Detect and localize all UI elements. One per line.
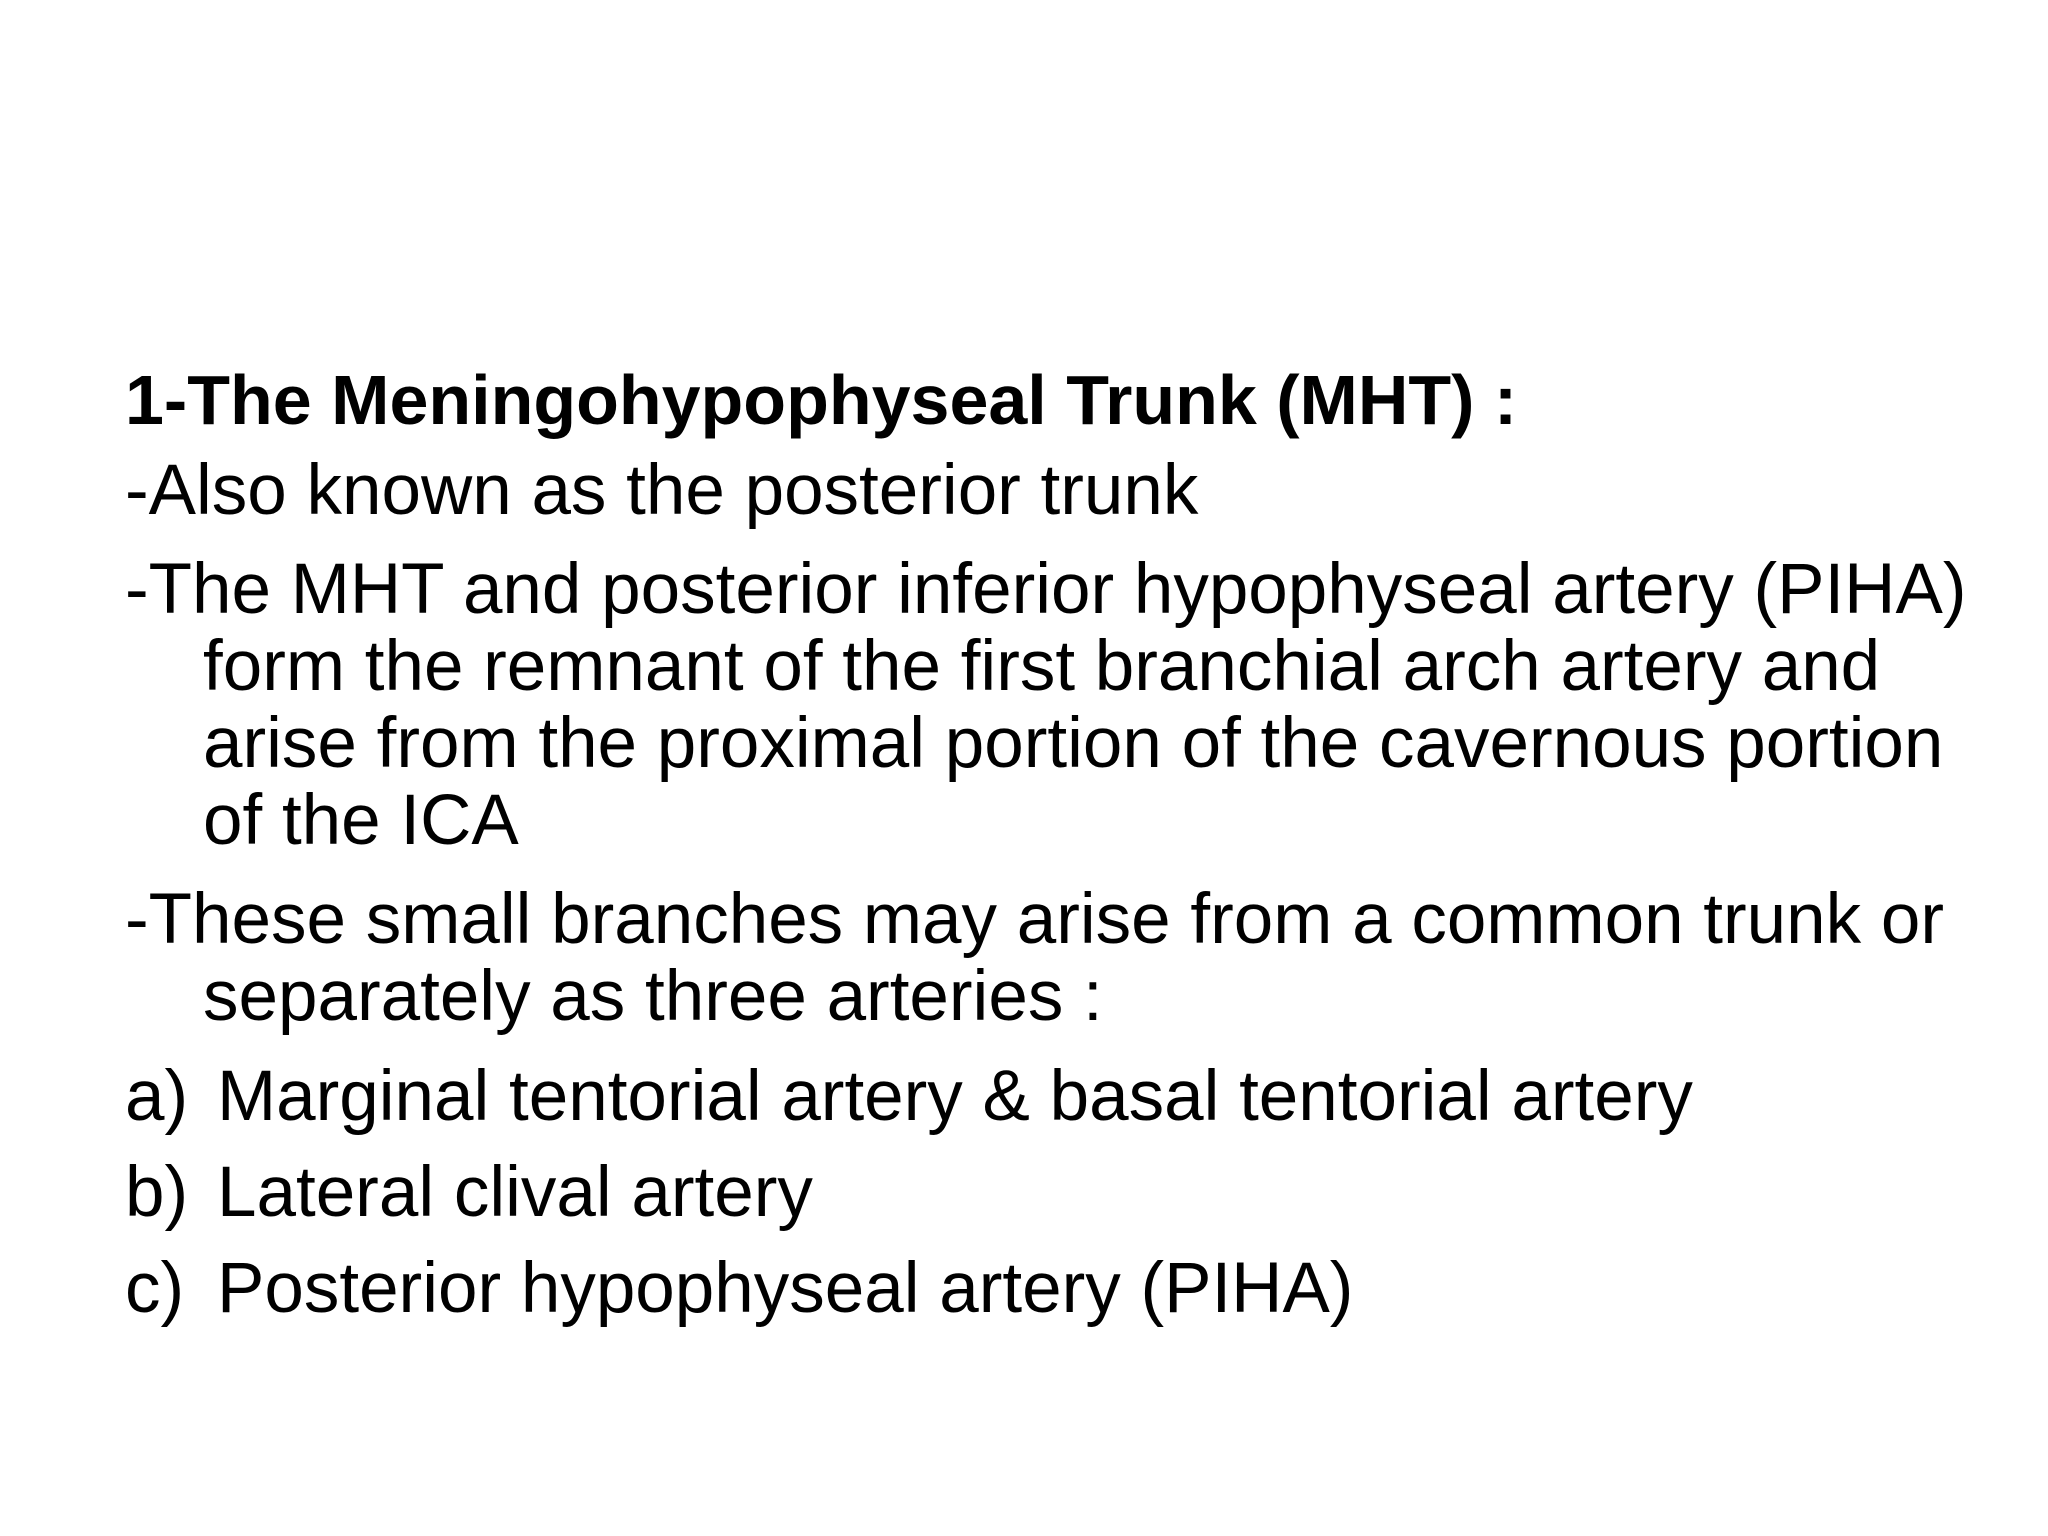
- slide-heading: 1-The Meningohypophyseal Trunk (MHT) :: [125, 361, 1518, 439]
- list-item-a: [125, 1057, 1985, 1137]
- list-marker: c): [125, 1249, 185, 1328]
- list-item-b: [125, 1153, 1985, 1233]
- paragraph-posterior-trunk: -Also known as the posterior trunk: [125, 451, 1199, 530]
- list-item-c: [125, 1249, 1985, 1329]
- paragraph-mht-origin: -The MHT and posterior inferior hypophyseal artery (PIHA) form the remnant of the first branchial arch artery and arise from the proximal portion of the cavernous portion of the ICA: [125, 550, 1967, 860]
- list-item-text: Lateral clival artery: [217, 1153, 813, 1232]
- paragraph-small-branches: -These small branches may arise from a common trunk or separately as three arteries :: [125, 880, 1944, 1036]
- list-marker: b): [125, 1153, 189, 1232]
- list-item-text: Posterior hypophyseal artery (PIHA): [217, 1249, 1354, 1328]
- list-marker: a): [125, 1057, 189, 1136]
- slide-content: [125, 360, 1985, 1345]
- list-item-text: Marginal tentorial artery & basal tentorial artery: [217, 1057, 1693, 1136]
